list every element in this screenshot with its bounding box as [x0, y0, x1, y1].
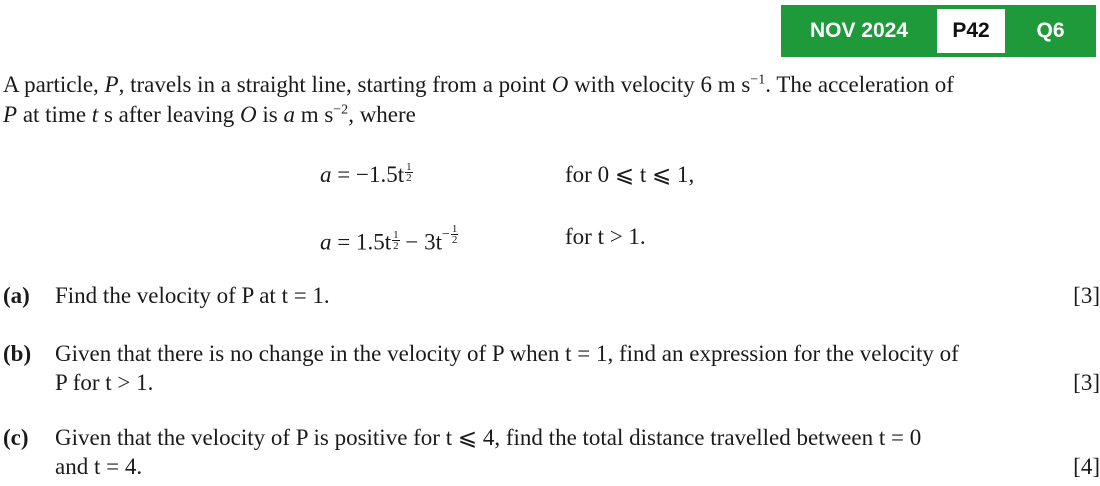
part-a [3, 283, 1100, 313]
exponent-negative-fraction: − $\frac{1}{2}$ [442, 223, 458, 246]
part-c [3, 425, 1100, 485]
part-c-marks: [4] [1073, 454, 1100, 479]
equation-2-condition: for t > 1. [565, 224, 646, 249]
equation-2: a = 1.5t $\frac{1}{2}$ − 3t − $\frac{1}{2}$ [320, 223, 458, 255]
question-intro [3, 70, 1100, 129]
equation-1: a = −1.5t $\frac{1}{2}$ [320, 161, 412, 187]
part-b-marks: [3] [1073, 370, 1100, 395]
equation-1-condition: for 0 ⩽ t ⩽ 1, [565, 162, 695, 187]
paper-number-label: P42 [937, 9, 1005, 53]
part-c-label: (c) [3, 425, 29, 450]
part-c-text-line-2: and t = 4. [55, 454, 143, 479]
part-b-text-line-2: P for t > 1. [55, 370, 154, 395]
question-number-label: Q6 [1036, 19, 1065, 42]
exam-session-label: NOV 2024 [809, 19, 909, 42]
part-a-text: Find the velocity of P at t = 1. [55, 283, 330, 308]
part-a-marks: [3] [1073, 283, 1100, 308]
part-b-text-line-1: Given that there is no change in the velocity of P when t = 1, find an expression for the velocity of [55, 341, 959, 366]
intro-line-1: A particle, P, travels in a straight line, starting from a point O with velocity 6 m $s^{-1}$. The acceleration of [3, 72, 954, 97]
part-b-label: (b) [3, 341, 32, 366]
intro-line-2: P at time t s after leaving O is a m $s^{-2}$, where [3, 101, 416, 127]
part-b [3, 341, 1100, 401]
exponent-fraction: $\frac{1}{2}$ [406, 161, 412, 184]
exponent-fraction: $\frac{1}{2}$ [393, 228, 399, 252]
part-c-text-line-1: Given that the velocity of P is positive for t ⩽ 4, find the total distance travelled between t = 0 [55, 425, 922, 450]
part-a-label: (a) [3, 283, 30, 308]
question-reference-badge [781, 5, 1096, 57]
